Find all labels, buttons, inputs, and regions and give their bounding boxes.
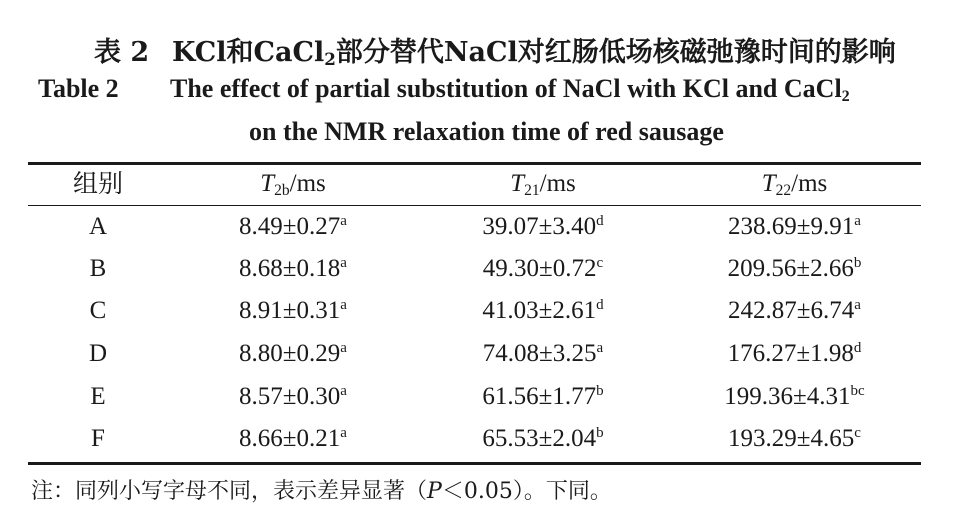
cell-t2b: 8.66±0.21$^a$ (239, 425, 347, 452)
header-t21: $T_{21}/ms$ (510, 170, 576, 199)
cell-t22: 176.27±1.98$^d$ (727, 340, 862, 367)
cell-t21: 65.53±2.04$^b$ (482, 425, 604, 452)
cell-t2b: 8.49±0.27$^a$ (239, 213, 347, 240)
cell-t21: 41.03±2.61$^d$ (482, 297, 604, 324)
table-bottom-rule (28, 462, 921, 465)
cell-t21: 74.08±3.25$^a$ (482, 340, 604, 367)
cell-t21: 39.07±3.40$^d$ (482, 213, 604, 240)
cell-group: B (89, 255, 107, 282)
cell-group: E (90, 383, 106, 410)
cell-t22: 193.29±4.65$^c$ (728, 425, 861, 452)
cell-t2b: 8.57±0.30$^a$ (239, 383, 347, 410)
cell-t22: 209.56±2.66$^b$ (727, 255, 862, 282)
title-text-en: The effect of partial substitution of NaCl with KCl and CaCl$_2$ (170, 74, 850, 106)
table-footnote: 注：同列小写字母不同，表示差异显著（P＜0.05）。下同。 (31, 479, 612, 504)
cell-group: D (88, 340, 108, 367)
table-row (28, 333, 921, 375)
cell-t21: 61.56±1.77$^b$ (482, 383, 604, 410)
table-number-en: Table 2 (38, 74, 119, 103)
table-row (28, 248, 921, 290)
cell-group: A (88, 213, 108, 240)
table-row (28, 376, 921, 418)
title-text-cn: KCl和CaCl$_2$部分替代NaCl对红肠低场核磁弛豫时间的影响 (172, 37, 896, 70)
cell-t22: 199.36±4.31$^{bc}$ (724, 383, 865, 410)
table-header-row (28, 163, 921, 205)
table-row (28, 418, 921, 460)
table-row (28, 290, 921, 332)
cell-group: F (91, 425, 105, 452)
cell-t21: 49.30±0.72$^c$ (482, 255, 604, 282)
cell-t2b: 8.68±0.18$^a$ (239, 255, 347, 282)
cell-t22: 242.87±6.74$^a$ (728, 297, 861, 324)
table-row (28, 206, 921, 248)
cell-t22: 238.69±9.91$^a$ (728, 213, 861, 240)
table-title-english-line2: on the NMR relaxation time of red sausage (249, 117, 724, 146)
header-group: 组别 (72, 169, 123, 198)
cell-t2b: 8.80±0.29$^a$ (239, 340, 347, 367)
cell-group: C (89, 297, 107, 324)
cell-t2b: 8.91±0.31$^a$ (239, 297, 347, 324)
header-t22: $T_{22}/ms$ (761, 170, 828, 199)
header-t2b: $T_{2b}/ms$ (260, 170, 326, 199)
table-number-cn: 表 2 (94, 37, 150, 68)
